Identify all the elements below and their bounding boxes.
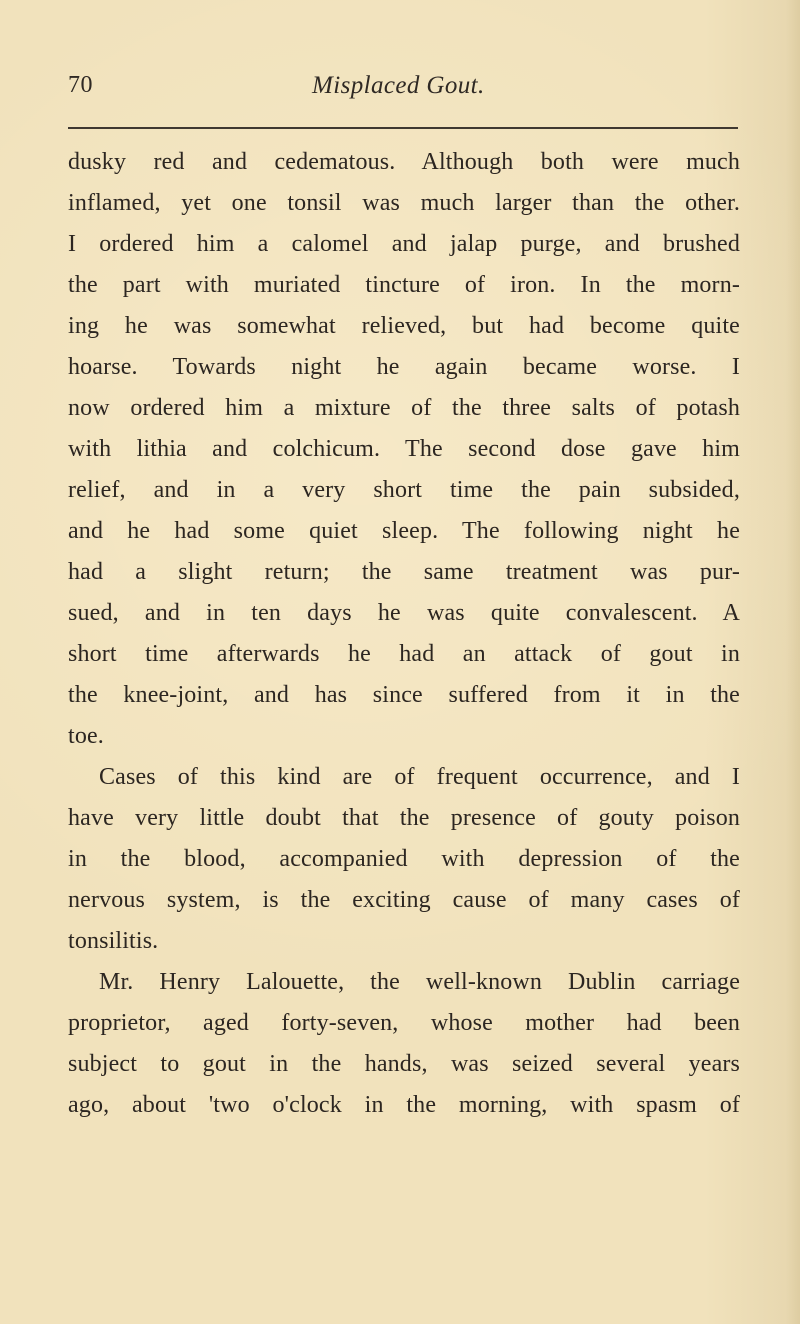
text-line: tonsilitis. (68, 928, 159, 954)
paragraph-start-line: Mr. Henry Lalouette, the well-known Dublin carriage (99, 969, 740, 995)
text-line: toe. (68, 723, 104, 749)
text-line: ing he was somewhat relieved, but had become quite (68, 313, 740, 339)
text-line: dusky red and cedematous. Although both were much (68, 149, 740, 175)
page-number: 70 (68, 72, 93, 98)
text-line: with lithia and colchicum. The second dose gave him (68, 436, 740, 462)
text-line: short time afterwards he had an attack of gout in (68, 641, 740, 667)
text-line: the knee-joint, and has since suffered from it in the (68, 682, 740, 708)
text-line: had a slight return; the same treatment was pur- (68, 559, 740, 585)
header-rule (68, 127, 738, 129)
paragraph-start-line: Cases of this kind are of frequent occurrence, and I (99, 764, 740, 790)
text-line: have very little doubt that the presence of gouty poison (68, 805, 740, 831)
text-line: nervous system, is the exciting cause of many cases of (68, 887, 740, 913)
text-line: ago, about 'two o'clock in the morning, with spasm of (68, 1092, 740, 1118)
page-edge-shadow (786, 0, 800, 1324)
text-line: inflamed, yet one tonsil was much larger than the other. (68, 190, 740, 216)
text-line: subject to gout in the hands, was seized several years (68, 1051, 740, 1077)
text-line: now ordered him a mixture of the three salts of potash (68, 395, 740, 421)
text-line: the part with muriated tincture of iron. In the morn- (68, 272, 740, 298)
running-head (68, 72, 738, 112)
text-line: I ordered him a calomel and jalap purge, and brushed (68, 231, 740, 257)
text-line: in the blood, accompanied with depression of the (68, 846, 740, 872)
running-title: Misplaced Gout. (312, 72, 485, 99)
text-line: proprietor, aged forty-seven, whose mother had been (68, 1010, 740, 1036)
body-text (68, 142, 740, 1126)
text-line: sued, and in ten days he was quite convalescent. A (68, 600, 740, 626)
text-line: relief, and in a very short time the pain subsided, (68, 477, 740, 503)
text-line: and he had some quiet sleep. The following night he (68, 518, 740, 544)
text-line: hoarse. Towards night he again became worse. I (68, 354, 740, 380)
